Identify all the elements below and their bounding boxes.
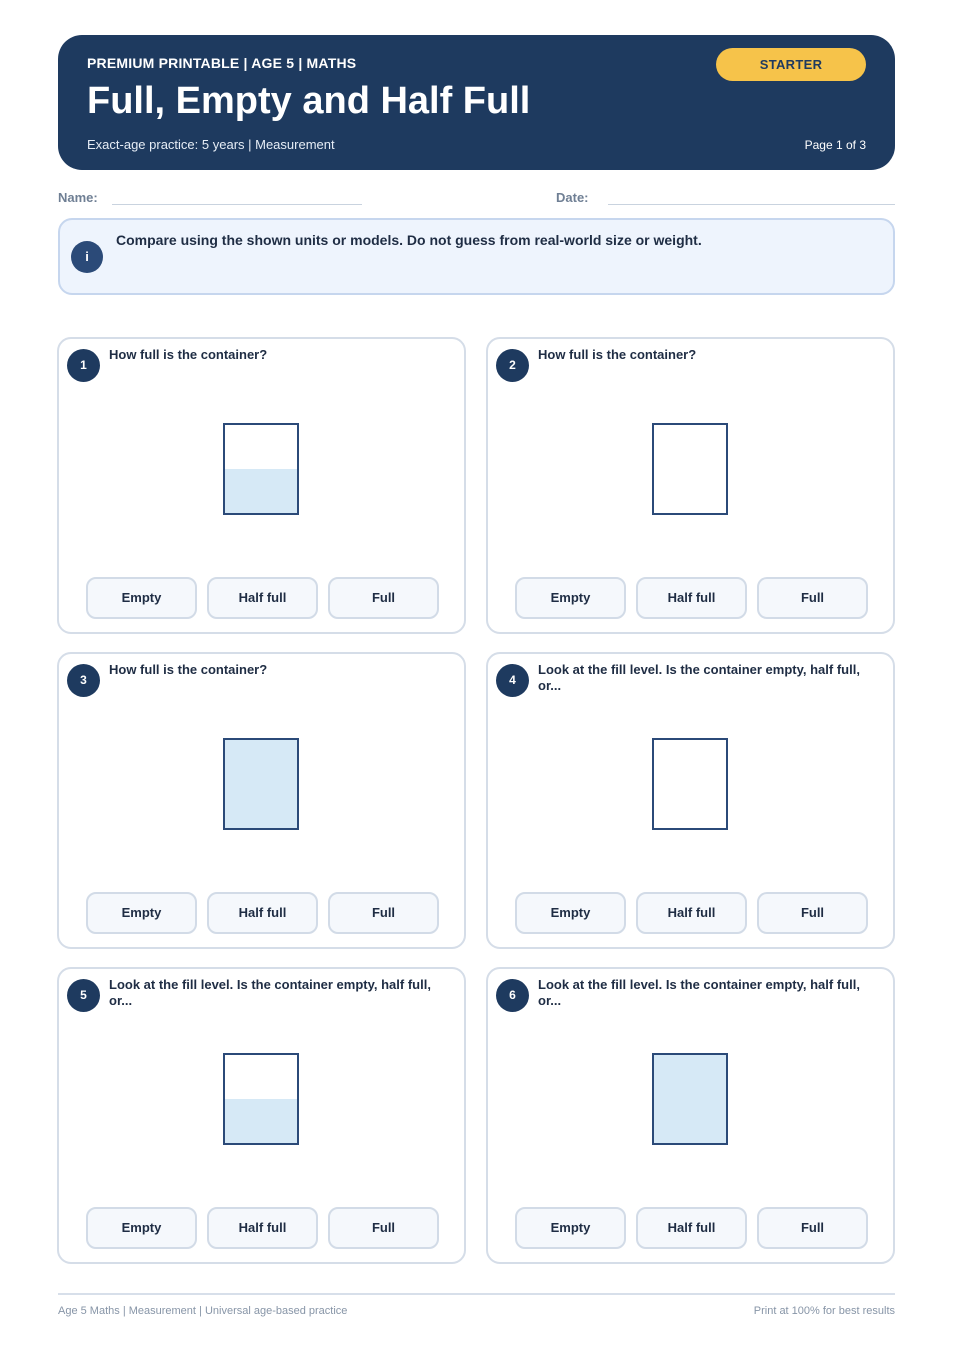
water-fill	[654, 1055, 726, 1143]
answer-option-button[interactable]: Half full	[207, 892, 318, 934]
answer-option-button[interactable]: Full	[328, 577, 439, 619]
date-line[interactable]	[608, 204, 895, 205]
answer-option-button[interactable]: Empty	[86, 1207, 197, 1249]
answer-option-button[interactable]: Full	[757, 1207, 868, 1249]
page-indicator: Page 1 of 3	[804, 138, 866, 152]
answer-option-button[interactable]: Half full	[207, 577, 318, 619]
question-card	[57, 967, 466, 1264]
answer-option-button[interactable]: Half full	[636, 892, 747, 934]
question-prompt: Look at the fill level. Is the container empty, half full, or...	[538, 977, 860, 1008]
name-line[interactable]	[112, 204, 362, 205]
question-prompt: How full is the container?	[109, 347, 268, 362]
answer-option-button[interactable]: Full	[328, 1207, 439, 1249]
water-fill	[225, 469, 297, 513]
question-number: 6	[496, 979, 529, 1012]
answer-option-button[interactable]: Full	[328, 892, 439, 934]
answer-option-button[interactable]: Empty	[86, 577, 197, 619]
footer-divider	[58, 1293, 895, 1295]
question-number: 3	[67, 664, 100, 697]
instruction-text: Compare using the shown units or models. Do not guess from real-world size or weight.	[116, 232, 702, 248]
container-illustration	[652, 423, 728, 515]
question-prompt: Look at the fill level. Is the container empty, half full, or...	[109, 977, 431, 1008]
question-card	[486, 652, 895, 949]
info-icon: i	[71, 241, 103, 273]
question-prompt: Look at the fill level. Is the container empty, half full, or...	[538, 662, 860, 693]
answer-option-button[interactable]: Full	[757, 892, 868, 934]
question-card	[486, 337, 895, 634]
footer-left-text: Age 5 Maths | Measurement | Universal age-based practice	[58, 1305, 348, 1317]
question-number: 4	[496, 664, 529, 697]
footer-right-text: Print at 100% for best results	[753, 1305, 895, 1317]
container-outline	[653, 424, 727, 514]
worksheet-header	[58, 35, 895, 170]
answer-option-button[interactable]: Empty	[86, 892, 197, 934]
question-card	[57, 337, 466, 634]
container-outline	[653, 739, 727, 829]
header-subtitle: Exact-age practice: 5 years | Measurement	[87, 137, 335, 152]
level-badge: STARTER	[716, 48, 866, 81]
date-label: Date:	[556, 190, 589, 205]
answer-option-button[interactable]: Half full	[636, 1207, 747, 1249]
answer-option-button[interactable]: Half full	[636, 577, 747, 619]
container-illustration	[223, 1053, 299, 1145]
question-number: 1	[67, 349, 100, 382]
water-fill	[225, 1099, 297, 1143]
answer-option-button[interactable]: Empty	[515, 892, 626, 934]
question-number: 5	[67, 979, 100, 1012]
question-prompt: How full is the container?	[109, 662, 268, 677]
question-card	[57, 652, 466, 949]
answer-option-button[interactable]: Half full	[207, 1207, 318, 1249]
container-illustration	[223, 738, 299, 830]
water-fill	[225, 740, 297, 828]
question-number: 2	[496, 349, 529, 382]
container-illustration	[652, 1053, 728, 1145]
question-card	[486, 967, 895, 1264]
page-title: Full, Empty and Half Full	[87, 80, 531, 122]
question-prompt: How full is the container?	[538, 347, 697, 362]
name-label: Name:	[58, 190, 98, 205]
answer-option-button[interactable]: Empty	[515, 577, 626, 619]
answer-option-button[interactable]: Full	[757, 577, 868, 619]
header-eyebrow: PREMIUM PRINTABLE | AGE 5 | MATHS	[87, 55, 357, 71]
container-illustration	[223, 423, 299, 515]
instruction-box	[58, 218, 895, 295]
answer-option-button[interactable]: Empty	[515, 1207, 626, 1249]
container-illustration	[652, 738, 728, 830]
